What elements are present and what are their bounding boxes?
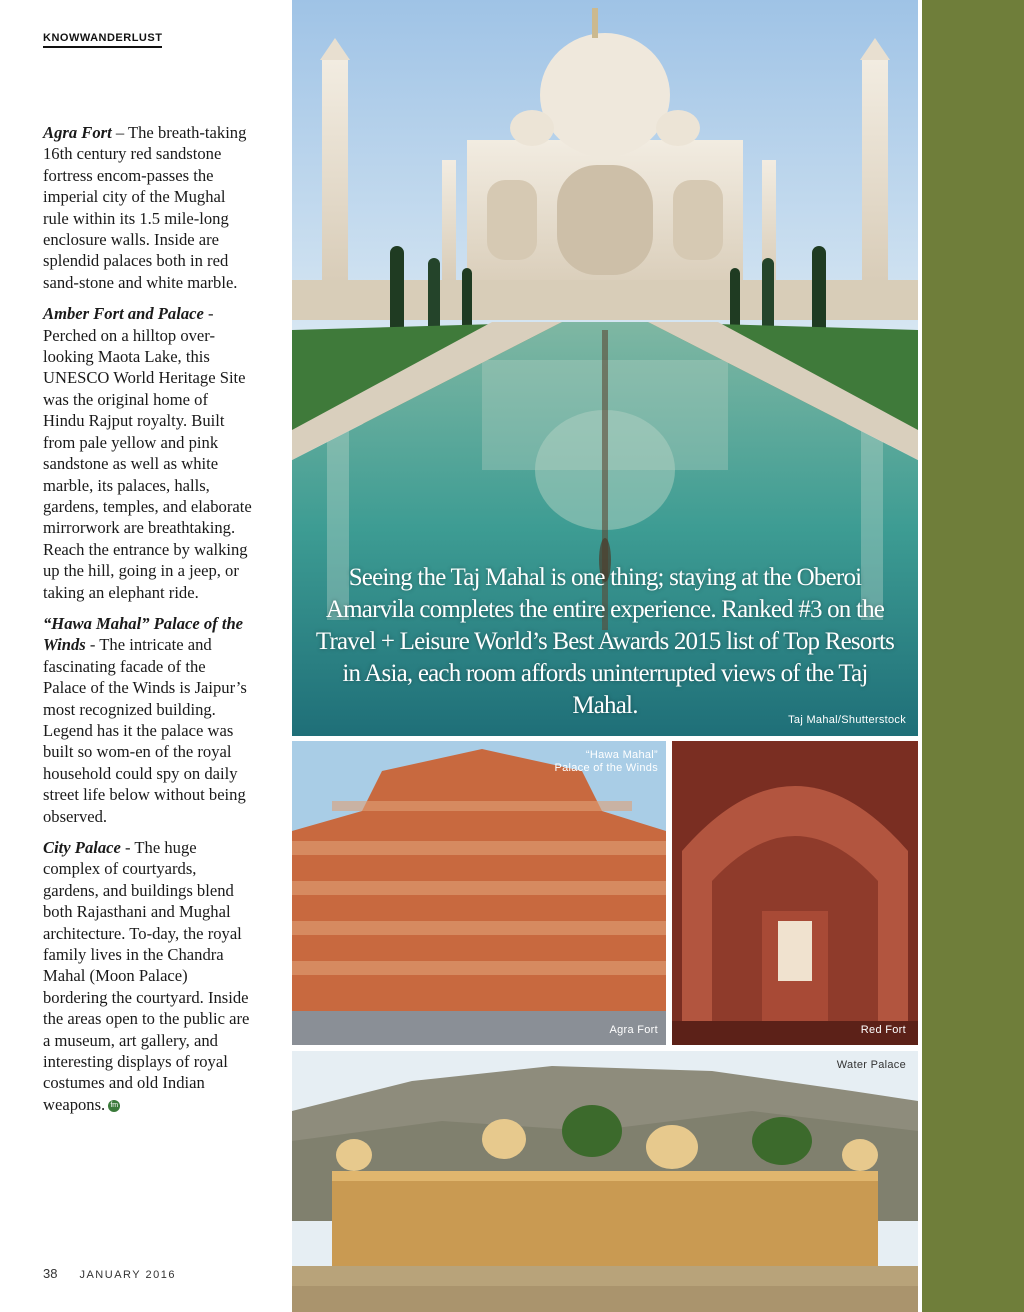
red-fort-photo-credit: Red Fort bbox=[860, 1024, 906, 1036]
text-hawa-mahal: - The intricate and fascinating facade of the Palace of the Winds is Jaipur’s most recognized building. Legend has it the palace was built so wom-en of the royal household could spy on daily street life below without being observed. bbox=[43, 635, 247, 826]
water-palace-photo bbox=[292, 1051, 918, 1312]
red-fort-photo bbox=[672, 741, 918, 1045]
issue-date: JANUARY 2016 bbox=[79, 1269, 176, 1281]
taj-photo-credit: Taj Mahal/Shutterstock bbox=[788, 714, 906, 726]
term-city-palace: City Palace bbox=[43, 838, 121, 857]
header-wanderlust: WANDERLUST bbox=[79, 32, 163, 44]
section-header bbox=[43, 32, 162, 48]
text-city-palace: - The huge complex of courtyards, gardens, and buildings blend both Rajasthani and Mughal architecture. To-day, the royal family lives in the Chandra Mahal (Moon Palace) bordering the courtyard. Inside the areas open to the public are a museum, art gallery, and interesting displays of royal costumes and old Indian weapons. bbox=[43, 838, 250, 1114]
red-fort-illustration bbox=[672, 741, 918, 1045]
taj-caption: Seeing the Taj Mahal is one thing; staying at the Oberoi Amarvila completes the entire experience. Ranked #3 on the Travel + Leisure World’s Best Awards 2015 list of Top Resorts in Asia, each room affords uninterrupted views of the Taj Mahal. bbox=[315, 564, 895, 719]
paragraph-agra-fort bbox=[43, 122, 253, 293]
paragraph-city-palace bbox=[43, 837, 253, 1115]
taj-mahal-photo bbox=[292, 0, 918, 736]
water-palace-photo-credit: Water Palace bbox=[836, 1059, 906, 1071]
page-footer bbox=[43, 1266, 176, 1281]
paragraph-hawa-mahal bbox=[43, 613, 253, 827]
hawa-photo-credit: Agra Fort bbox=[609, 1024, 658, 1036]
hawa-label-line2: Palace of the Winds bbox=[554, 762, 658, 774]
hawa-mahal-photo bbox=[292, 741, 666, 1045]
article-column bbox=[43, 122, 253, 1125]
hawa-label bbox=[554, 749, 658, 775]
term-amber-fort: Amber Fort and Palace bbox=[43, 304, 204, 324]
paragraph-amber-fort bbox=[43, 303, 253, 603]
accent-side-bar bbox=[922, 0, 1024, 1312]
page-number: 38 bbox=[43, 1266, 58, 1281]
end-mark-icon: fm bbox=[108, 1100, 120, 1112]
hawa-mahal-illustration bbox=[292, 741, 666, 1045]
hawa-label-line1: “Hawa Mahal” bbox=[585, 749, 658, 761]
text-agra-fort: – The breath-taking 16th century red sandstone fortress encom-passes the imperial city of the Mughal rule within its 1.5 mile-long enclosure walls. Inside are splendid palaces both in red sand-stone and white marble. bbox=[43, 123, 247, 292]
header-know: KNOW bbox=[43, 32, 80, 44]
term-hawa-mahal: “Hawa Mahal” Palace of the Winds bbox=[43, 613, 244, 655]
text-amber-fort: - Perched on a hilltop over-looking Maota Lake, this UNESCO World Heritage Site was the original home of Hindu Rajput royalty. Built from pale yellow and pink sandstone as well as white marble, its palaces, halls, gardens, temples, and elaborate mirrorwork are breathtaking. Reach the entrance by walking up the hill, going in a jeep, or taking an elephant ride. bbox=[43, 304, 252, 602]
water-palace-illustration bbox=[292, 1051, 918, 1312]
term-agra-fort: Agra Fort bbox=[43, 123, 112, 142]
